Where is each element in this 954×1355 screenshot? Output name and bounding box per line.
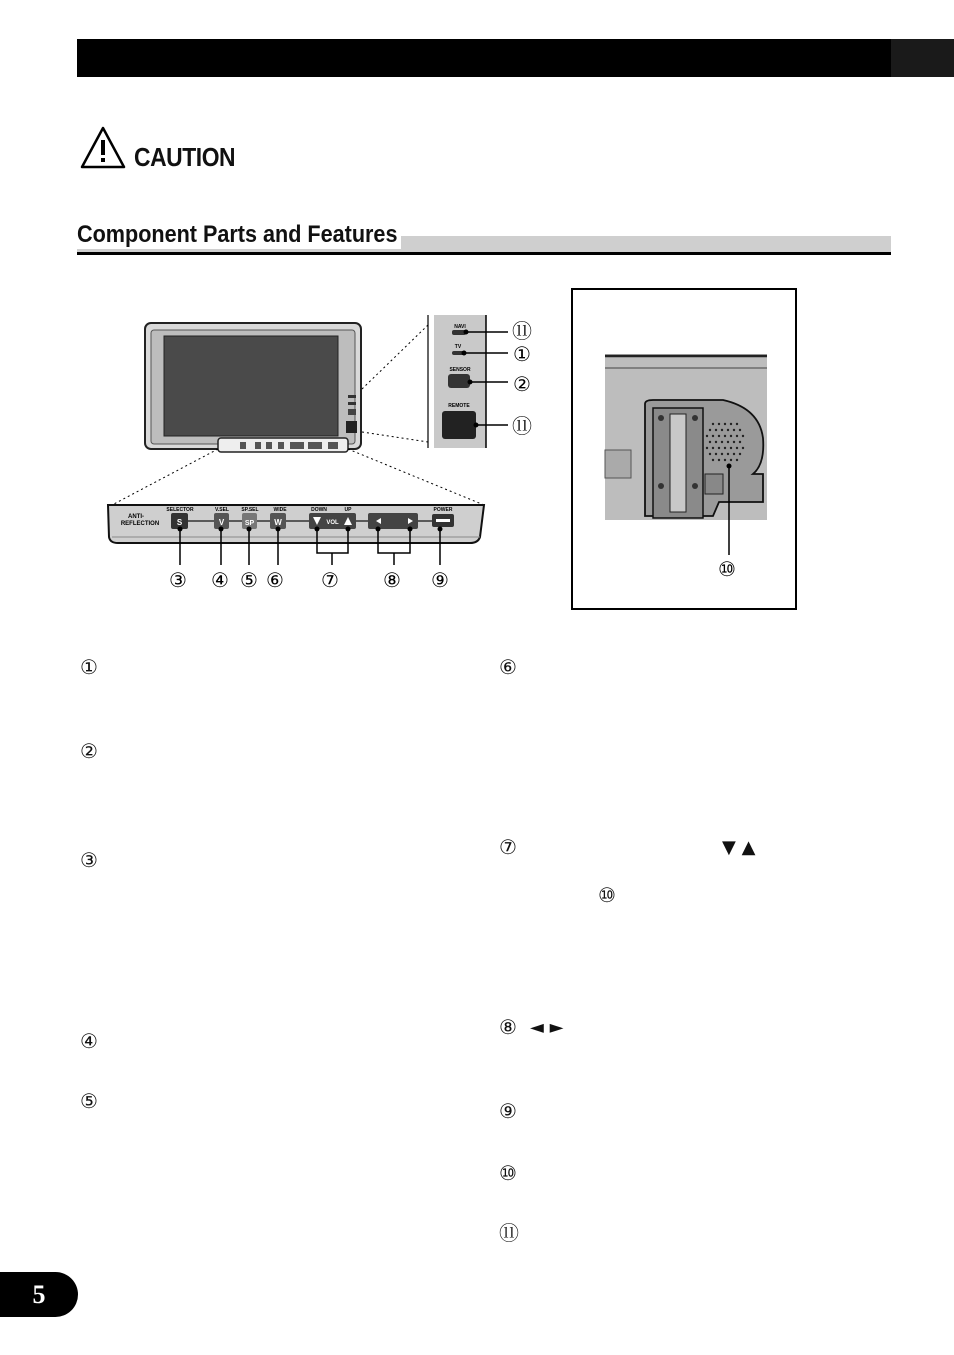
label-navi: NAVI: [454, 324, 466, 330]
button-sp-label: SP: [244, 520, 255, 527]
callout-4: ④: [211, 568, 229, 592]
label-wide: WIDE: [273, 507, 287, 513]
list-marker-7: ⑦: [499, 835, 517, 859]
callout-11b: ⑪: [512, 414, 532, 438]
section-rule: [77, 252, 891, 255]
list-marker-9: ⑨: [499, 1099, 517, 1123]
button-v-label: V: [218, 518, 225, 527]
list-marker-1: ①: [80, 655, 98, 679]
callout-7: ⑦: [321, 568, 339, 592]
callout-5: ⑤: [240, 568, 258, 592]
caution-heading: [80, 120, 249, 170]
page-number: 5: [0, 1272, 78, 1317]
callout-11a: ⑪: [512, 319, 532, 343]
button-w-label: W: [274, 518, 282, 527]
label-tv: TV: [454, 344, 462, 350]
header-bar: [77, 39, 891, 77]
label-power: POWER: [433, 507, 453, 513]
list-marker-6: ⑥: [499, 655, 517, 679]
callout-6: ⑥: [266, 568, 284, 592]
callout-3: ③: [169, 568, 187, 592]
header-tab: [891, 39, 954, 77]
vol-label: VOL: [326, 520, 339, 526]
label-remote: REMOTE: [448, 403, 470, 409]
label-vsel: V.SEL: [215, 507, 229, 513]
callout-1: ①: [513, 342, 531, 366]
button-s-label: S: [176, 518, 183, 527]
list-marker-8: ⑧: [499, 1015, 517, 1039]
callout-2: ②: [513, 372, 531, 396]
list-marker-2: ②: [80, 739, 98, 763]
list-ref-10: ⑩: [598, 883, 616, 907]
section-heading: [77, 221, 891, 255]
channel-arrows: ◄ ►: [530, 1017, 564, 1038]
label-reflection: REFLECTION: [120, 521, 160, 527]
list-marker-4: ④: [80, 1029, 98, 1053]
label-spsel: SP.SEL: [241, 507, 259, 513]
list-marker-3: ③: [80, 848, 98, 872]
callout-9: ⑨: [431, 568, 449, 592]
device-illustration: [100, 285, 540, 595]
list-marker-11: ⑪: [499, 1221, 519, 1245]
list-marker-5: ⑤: [80, 1089, 98, 1113]
speaker-illustration: [573, 290, 795, 608]
callout-10: ⑩: [718, 557, 736, 581]
callout-8: ⑧: [383, 568, 401, 592]
label-up: UP: [344, 507, 352, 513]
section-title: Component Parts and Features: [77, 221, 401, 249]
label-sensor: SENSOR: [449, 367, 471, 373]
label-anti: ANTI-: [128, 514, 144, 520]
caution-title: CAUTION: [134, 142, 236, 172]
label-down: DOWN: [311, 507, 327, 513]
volume-arrows: ▼ ▲: [722, 837, 756, 858]
warning-icon: [80, 126, 126, 170]
inset-box: [571, 288, 797, 610]
label-selector: SELECTOR: [166, 507, 194, 513]
list-marker-10: ⑩: [499, 1161, 517, 1185]
